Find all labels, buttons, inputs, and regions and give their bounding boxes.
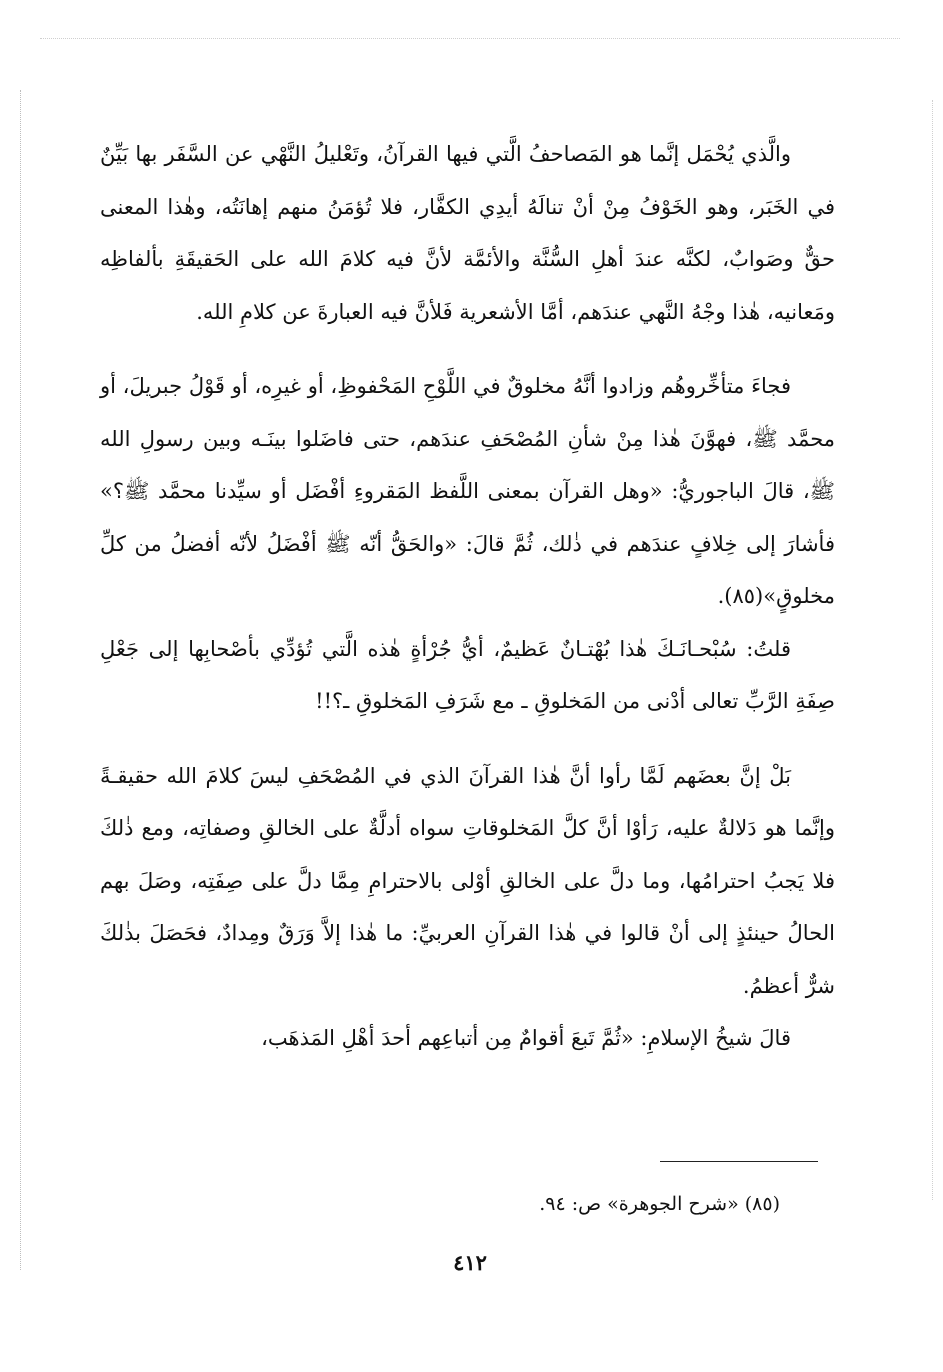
paragraph-2: فجاءَ متأخِّروهُم وزادوا أنَّهُ مخلوقٌ في اللَّوْحِ المَحْفوظِ، أو غيرِه، أو قَوْلُ جبريلَ، أو محمَّد ﷺ، فهوَّنَ هٰذا مِنْ شأنِ المُصْحَفِ عندَهم، حتى فاضَلوا بينَـه وبين رسولِ الله ﷺ، قالَ الباجوريُّ: «وهل القرآن بمعنى اللَّفظ المَقروءِ أفْضَل أو سيِّدنا محمَّد ﷺ؟» فأشارَ إلى خِلافٍ عندَهم في ذٰلك، ثُمَّ قالَ: «والحَقُّ أنّه ﷺ أفْضَلُ لأنّه أفضلُ من كلِّ مخلوقٍ»(٨٥). <box>100 374 835 608</box>
paragraph-3: قلتُ: سُبْحـانَـكَ هٰذا بُهْتـانٌ عَظيمٌ، أيُّ جُرْأةٍ هٰذه الَّتي تُؤدِّي بأصْحابِها إلى جَعْلِ صِفَةِ الرَّبِّ تعالى أدْنى من المَخلوقِ ـ مع شَرَفِ المَخلوقِ ـ؟!! <box>100 636 835 713</box>
paragraph-5: قالَ شيخُ الإسلامِ: «ثُمَّ تَبعَ أقوامٌ مِن أتباعِهم أحدَ أهْلِ المَذهَب، <box>261 1026 791 1050</box>
paragraph-4: بَلْ إنَّ بعضَهم لَمَّا رأوا أنَّ هٰذا القرآنَ الذي في المُصْحَفِ ليسَ كلامَ الله حقيقـةً وإنَّما هو دَلالةٌ عليه، رَأوْا أنَّ كلَّ المَخلوقاتِ سواه أدلَّةٌ على الخالقِ وصفاتِه، ومع ذٰلكَ فلا يَجبُ احترامُها، وما دلَّ على الخالقِ أوْلى بالاحترامِ مِمَّا دلَّ على صِفَتِه، وصَلَ بهم الحالُ حينئذٍ إلى أنْ قالوا في هٰذا القرآنِ العربيِّ: ما هٰذا إلاَّ وَرَقٌ ومِدادٌ، فحَصَلَ بذٰلكَ شرٌّ أعظمُ. <box>100 763 835 998</box>
scan-edge-top <box>40 38 900 39</box>
footnote-separator <box>660 1161 818 1162</box>
footnote: (٨٥) «شرح الجوهرة» ص: ٩٤. <box>539 1193 780 1215</box>
page-number: ٤١٢ <box>453 1250 487 1275</box>
scan-edge-right <box>932 100 933 1200</box>
scan-edge-left <box>20 90 21 1270</box>
paragraph-1: والَّذي يُحْمَل إنَّما هو المَصاحفُ الَّتي فيها القرآنُ، وتَعْليلُ النَّهْي عن السَّفَر بها بَيِّنٌ في الخَبَر، وهو الخَوْفُ مِنْ أنْ تنالَهُ أيدِي الكفَّار، فلا تُؤمَنُ منهم إهانَتُه، وهٰذا المعنى حقٌّ وصَوابٌ، لكنَّه عندَ أهلِ السُّنَّة والأئمَّة لأنَّ فيه كلامَ الله على الحَقيقَةِ بألفاظِه ومَعانيه، هٰذا وجْهُ النَّهي عندَهم، أمَّا الأشعرية فَلأنَّ فيه العبارةَ عن كلامِ الله. <box>100 142 835 324</box>
body-text <box>100 128 835 1065</box>
